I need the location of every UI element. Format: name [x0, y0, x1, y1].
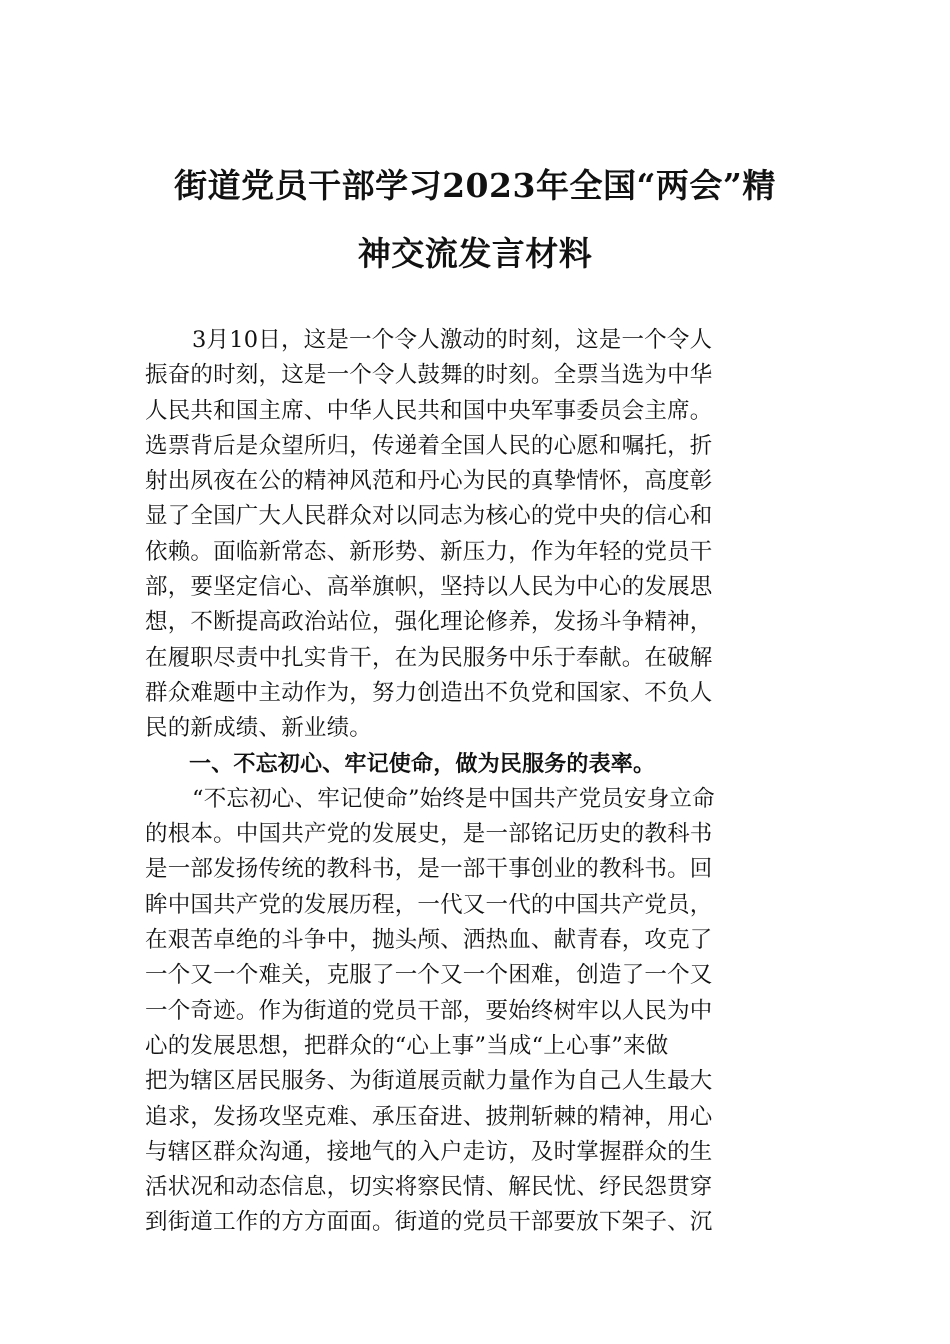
- paragraph-line: 振奋的时刻，这是一个令人鼓舞的时刻。全票当选为中华: [145, 362, 713, 389]
- document-body: [145, 323, 805, 1241]
- document-title: [145, 152, 805, 288]
- paragraph-line: 民的新成绩、新业绩。: [145, 715, 373, 742]
- paragraph-line: 眸中国共产党的发展历程，一代又一代的中国共产党员，: [145, 891, 713, 918]
- paragraph-line: “不忘初心、牢记使命”始终是中国共产党员安身立命: [192, 785, 715, 812]
- paragraph-line: 3月10日，这是一个令人激动的时刻，这是一个令人: [192, 327, 713, 353]
- paragraph-line: 射出夙夜在公的精神风范和丹心为民的真挚情怀，高度彰: [145, 468, 713, 495]
- paragraph-line: 群众难题中主动作为，努力创造出不负党和国家、不负人: [145, 679, 713, 706]
- paragraph-section-1: [145, 782, 805, 1241]
- paragraph-line: 在履职尽责中扎实肯干，在为民服务中乐于奉献。在破解: [145, 644, 713, 671]
- title-line-1: 街道党员干部学习2023年全国“两会”精: [174, 166, 776, 205]
- paragraph-intro: [145, 323, 805, 747]
- paragraph-line: 活状况和动态信息，切实将察民情、解民忧、纾民怨贯穿: [145, 1174, 713, 1201]
- paragraph-line: 想，不断提高政治站位，强化理论修养，发扬斗争精神，: [145, 609, 713, 636]
- paragraph-line: 心的发展思想，把群众的“心上事”当成“上心事”来做: [145, 1032, 669, 1059]
- paragraph-line: 在艰苦卓绝的斗争中，抛头颅、洒热血、献青春，攻克了: [145, 927, 713, 954]
- paragraph-line: 到街道工作的方方面面。街道的党员干部要放下架子、沉: [145, 1209, 713, 1236]
- paragraph-line: 显了全国广大人民群众对以同志为核心的党中央的信心和: [145, 503, 713, 530]
- paragraph-line: 是一部发扬传统的教科书，是一部干事创业的教科书。回: [145, 856, 713, 883]
- paragraph-line: 部，要坚定信心、高举旗帜，坚持以人民为中心的发展思: [145, 574, 713, 601]
- paragraph-line: 把为辖区居民服务、为街道展贡献力量作为自己人生最大: [145, 1068, 713, 1095]
- title-line-2: 神交流发言材料: [357, 234, 593, 273]
- section-heading-1: 一、不忘初心、牢记使命，做为民服务的表率。: [189, 751, 656, 777]
- paragraph-line: 追求，发扬攻坚克难、承压奋进、披荆斩棘的精神，用心: [145, 1103, 713, 1130]
- paragraph-line: 一个又一个难关，克服了一个又一个困难，创造了一个又: [145, 962, 713, 989]
- paragraph-line: 一个奇迹。作为街道的党员干部，要始终树牢以人民为中: [145, 997, 713, 1024]
- paragraph-line: 依赖。面临新常态、新形势、新压力，作为年轻的党员干: [145, 538, 713, 565]
- paragraph-line: 选票背后是众望所归，传递着全国人民的心愿和嘱托，折: [145, 432, 713, 459]
- paragraph-line: 与辖区群众沟通，接地气的入户走访，及时掌握群众的生: [145, 1138, 713, 1165]
- paragraph-line: 人民共和国主席、中华人民共和国中央军事委员会主席。: [145, 397, 713, 424]
- paragraph-line: 的根本。中国共产党的发展史，是一部铭记历史的教科书: [145, 821, 713, 848]
